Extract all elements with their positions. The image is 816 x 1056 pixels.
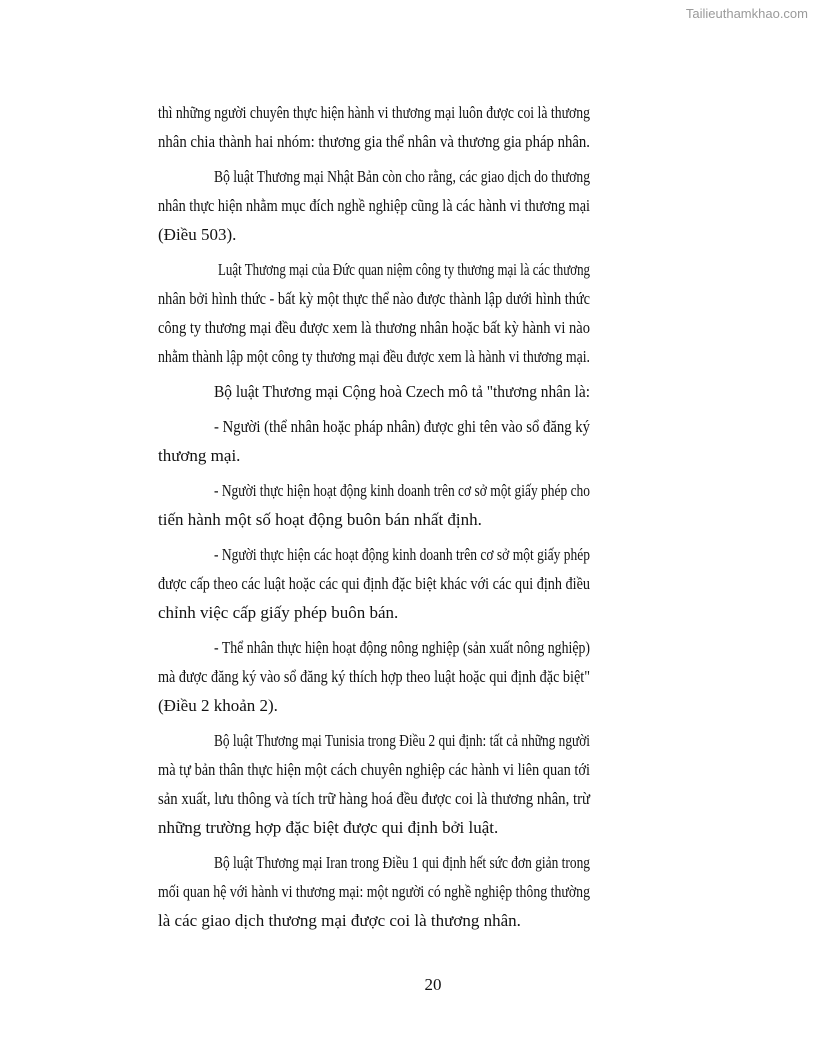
text-line: (Điều 2 khoản 2). xyxy=(158,696,278,715)
paragraph xyxy=(158,162,590,249)
text-line-container xyxy=(158,633,590,662)
text-line-container xyxy=(158,813,590,842)
paragraph xyxy=(158,255,590,371)
text-line: Bộ luật Thương mại Iran trong Điều 1 qui định hết sức đơn giản trong xyxy=(214,853,590,872)
text-line: nhằm thành lập một công ty thương mại đều được xem là hành vi thương mại. xyxy=(158,347,590,366)
text-line-container xyxy=(158,342,590,371)
text-line: là các giao dịch thương mại được coi là thương nhân. xyxy=(158,911,521,930)
text-line-container xyxy=(158,127,590,156)
text-line: mối quan hệ với hành vi thương mại: một người có nghề nghiệp thông thường xyxy=(158,882,590,901)
paragraph xyxy=(158,412,590,470)
paragraph xyxy=(158,377,590,406)
text-line-container xyxy=(158,598,590,627)
text-line-container xyxy=(158,784,590,813)
text-line-container xyxy=(158,662,590,691)
text-line-container xyxy=(158,313,590,342)
text-line-container xyxy=(158,377,590,406)
text-line: tiến hành một số hoạt động buôn bán nhất định. xyxy=(158,510,482,529)
text-line-container xyxy=(158,848,590,877)
text-line-container xyxy=(158,569,590,598)
text-line-container xyxy=(158,691,590,720)
paragraph xyxy=(158,98,590,156)
text-line-container xyxy=(158,412,590,441)
text-line: thì những người chuyên thực hiện hành vi thương mại luôn được coi là thương xyxy=(158,103,590,122)
text-line: - Người thực hiện các hoạt động kinh doanh trên cơ sở một giấy phép xyxy=(214,545,590,564)
text-line: - Người thực hiện hoạt động kinh doanh trên cơ sở một giấy phép cho xyxy=(214,481,590,500)
text-line: (Điều 503). xyxy=(158,225,237,244)
text-line: Bộ luật Thương mại Nhật Bản còn cho rằng, các giao dịch do thương xyxy=(214,167,590,186)
text-line: mà tự bản thân thực hiện một cách chuyên nghiệp các hành vi liên quan tới xyxy=(158,760,590,779)
text-line-container xyxy=(158,441,590,470)
text-line-container xyxy=(158,284,590,313)
text-line-container xyxy=(158,220,590,249)
text-line-container xyxy=(158,726,590,755)
text-line: mà được đăng ký vào sổ đăng ký thích hợp theo luật hoặc qui định đặc biệt" xyxy=(158,667,590,686)
text-line-container xyxy=(158,162,590,191)
text-line-container xyxy=(158,255,590,284)
text-line: thương mại. xyxy=(158,446,241,465)
text-line: Luật Thương mại của Đức quan niệm công ty thương mại là các thương xyxy=(218,260,590,279)
paragraph xyxy=(158,726,590,842)
text-line: nhân thực hiện nhằm mục đích nghề nghiệp cũng là các hành vi thương mại xyxy=(158,196,590,215)
text-line: được cấp theo các luật hoặc các qui định đặc biệt khác với các qui định điều xyxy=(158,574,590,593)
text-line: sản xuất, lưu thông và tích trữ hàng hoá đều được coi là thương nhân, trừ xyxy=(158,789,590,808)
text-line: nhân chia thành hai nhóm: thương gia thể nhân và thương gia pháp nhân. xyxy=(158,132,590,151)
text-line: công ty thương mại đều được xem là thương nhân hoặc bất kỳ hành vi nào xyxy=(158,318,590,337)
text-line-container xyxy=(158,755,590,784)
text-line-container xyxy=(158,476,590,505)
text-line: chỉnh việc cấp giấy phép buôn bán. xyxy=(158,603,399,622)
document-body xyxy=(158,98,590,941)
text-line: Bộ luật Thương mại Cộng hoà Czech mô tả "thương nhân là: xyxy=(214,382,590,401)
watermark: Tailieuthamkhao.com xyxy=(685,6,808,21)
paragraph xyxy=(158,633,590,720)
paragraph xyxy=(158,848,590,935)
text-line-container xyxy=(158,98,590,127)
paragraph xyxy=(158,540,590,627)
text-line: những trường hợp đặc biệt được qui định bởi luật. xyxy=(158,818,499,837)
text-line-container xyxy=(158,906,590,935)
text-line-container xyxy=(158,505,590,534)
text-line: nhân bởi hình thức - bất kỳ một thực thể nào được thành lập dưới hình thức xyxy=(158,289,590,308)
text-line-container xyxy=(158,540,590,569)
text-line: - Thể nhân thực hiện hoạt động nông nghiệp (sản xuất nông nghiệp) xyxy=(214,638,590,657)
paragraph xyxy=(158,476,590,534)
text-line: - Người (thể nhân hoặc pháp nhân) được ghi tên vào sổ đăng ký xyxy=(214,417,590,436)
text-line-container xyxy=(158,191,590,220)
text-line: Bộ luật Thương mại Tunisia trong Điều 2 qui định: tất cả những người xyxy=(214,731,590,750)
page-number: 20 xyxy=(424,975,442,994)
text-line-container xyxy=(158,877,590,906)
